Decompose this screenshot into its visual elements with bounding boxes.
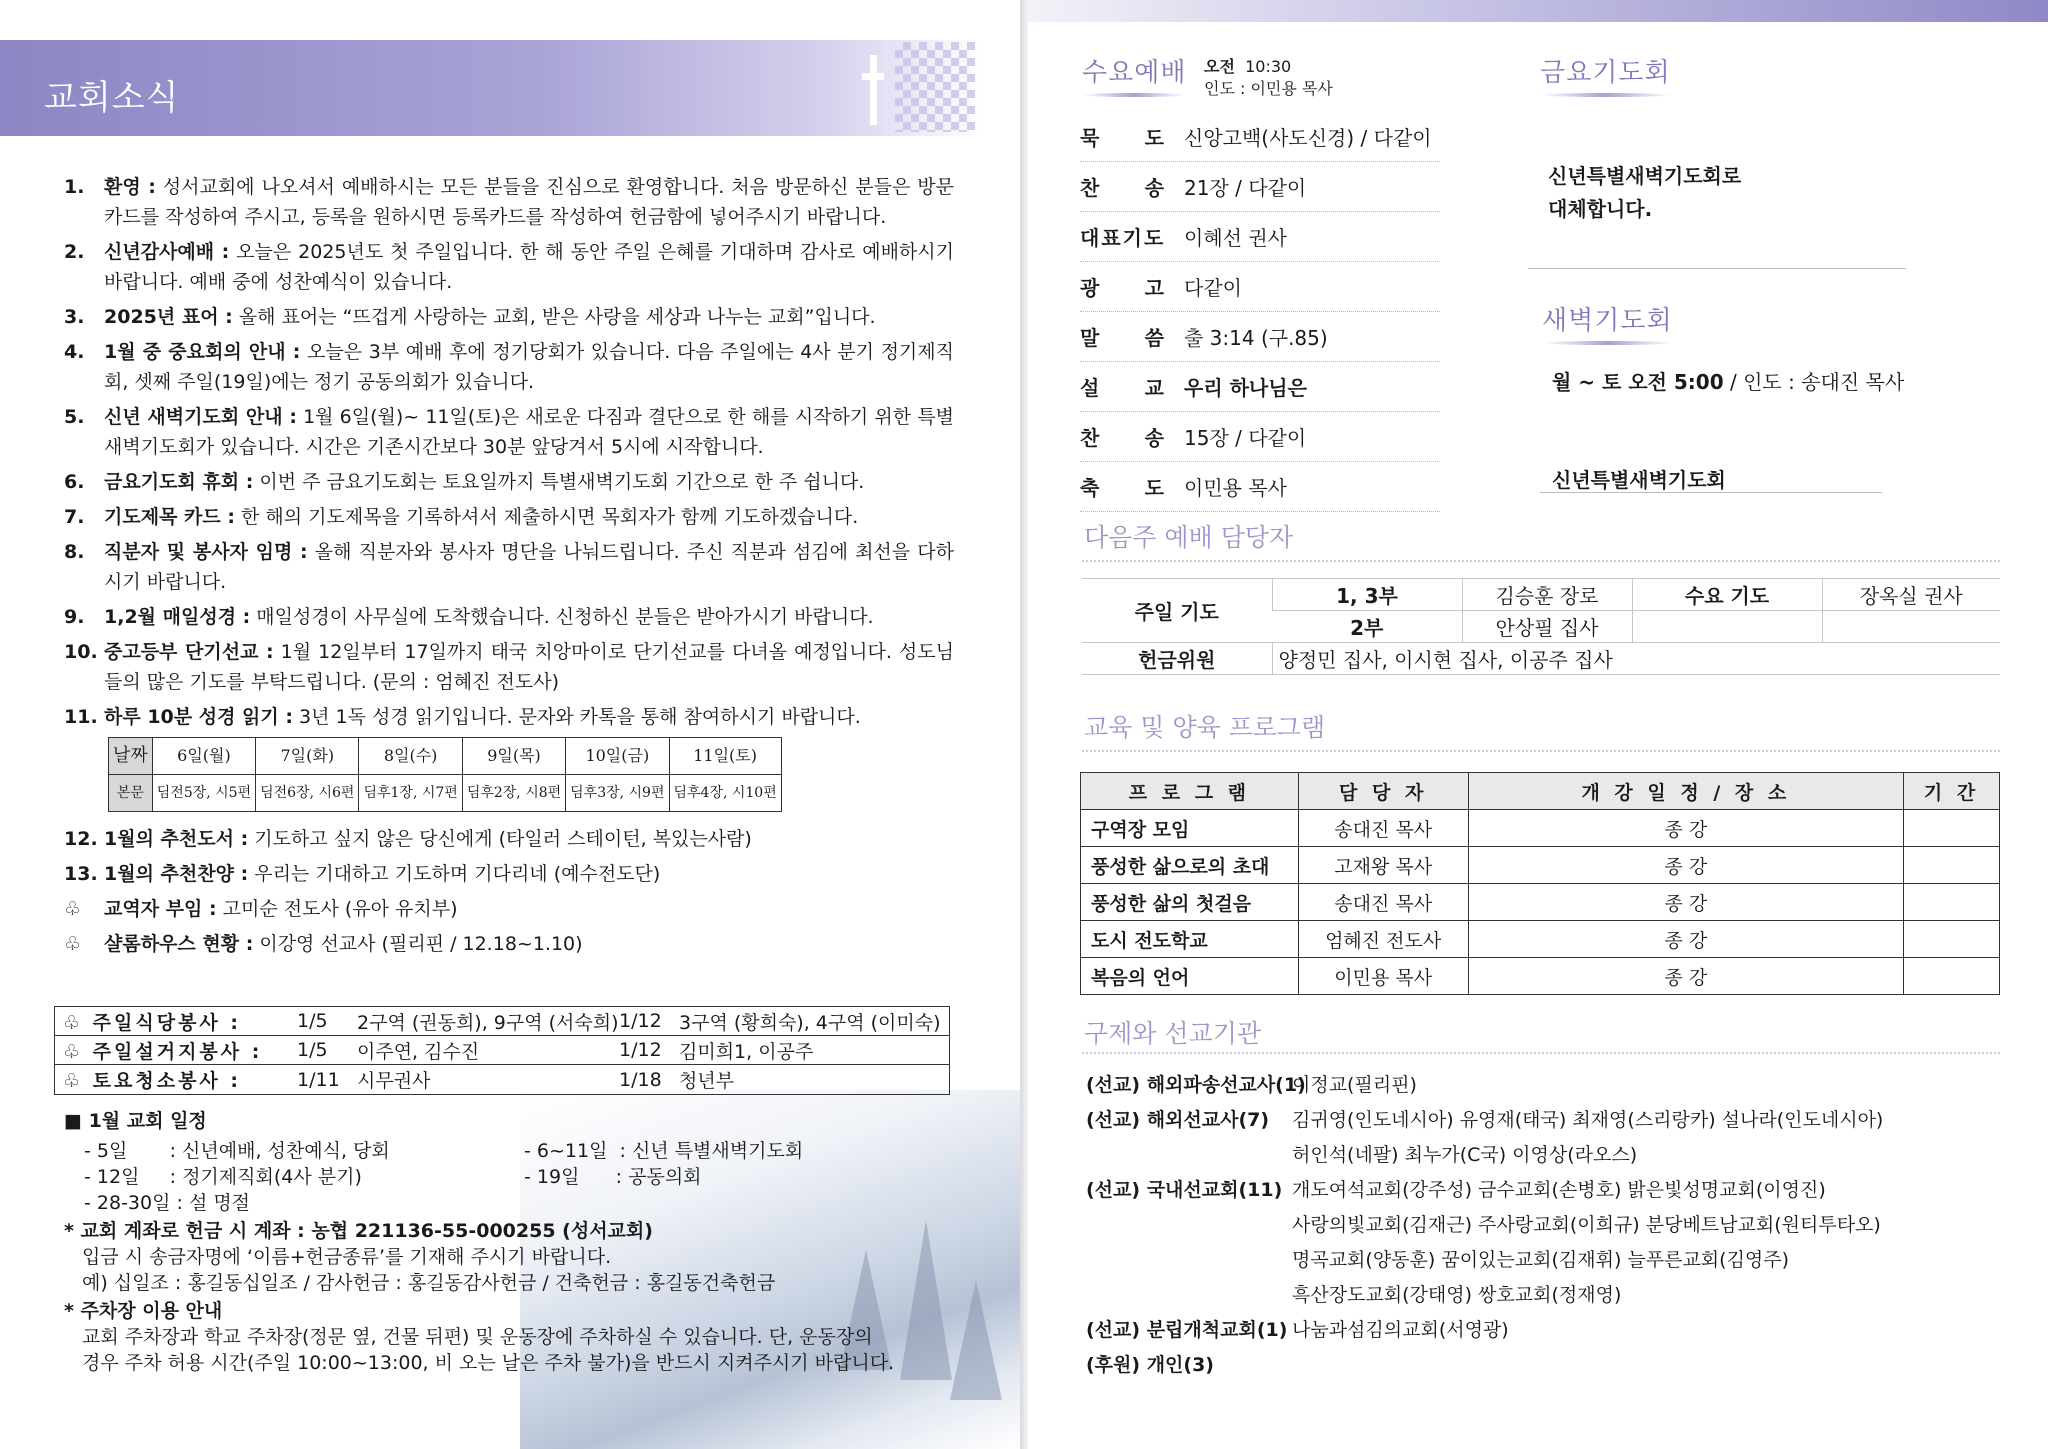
notice-number: 9. [64,606,85,628]
bible-date-cell: 9일(목) [462,738,565,775]
worship-value: 다같이 [1184,276,1242,300]
notice-body [104,929,954,959]
notice-body [104,859,954,889]
mission-value: 허인석(네팔) 최누가(C국) 이영상(라오스) [1292,1144,1638,1166]
service-2-name: 안상필 집사 [1462,611,1632,643]
worship-label [1080,172,1184,201]
mission-row [1086,1103,1996,1138]
wed-leader: 인도 : 이민용 목사 [1204,79,1333,98]
program-header: 담 당 자 [1298,773,1468,810]
bible-text-row [109,775,782,812]
notice-item [64,537,954,597]
worship-label-part: 송 [1144,176,1166,200]
program-header: 개 강 일 정 / 장 소 [1468,773,1903,810]
schedule-item: - 6~11일 : 신년 특별새벽기도회 [524,1140,804,1162]
bible-date-cell: 6일(월) [152,738,255,775]
notice-title: 기도제목 카드 : [104,506,235,528]
notice-item [64,467,954,497]
worship-label-part: 찬 [1080,426,1102,450]
program-cell: 도시 전도학교 [1081,921,1299,958]
offering-label: 헌금위원 [1082,643,1272,675]
notice-number: 10. [64,641,98,663]
notice-body [104,302,954,332]
bible-text-cell: 딤후1장, 시7편 [359,775,462,812]
notice-body [104,237,954,297]
program-table [1080,772,2000,995]
notice-body [104,637,954,697]
mission-row [1086,1138,1996,1173]
mission-value: 명곡교회(양동훈) 꿈이있는교회(김재휘) 늘푸른교회(김영주) [1292,1249,1790,1271]
tree-image [950,1280,1002,1400]
friday-line: 대체합니다. [1548,197,1653,221]
worship-row [1080,212,1440,262]
dawn-schedule [1552,366,1904,395]
mission-label [1086,1208,1292,1243]
service-13-name: 김승훈 장로 [1462,579,1632,611]
mission-row [1086,1278,1996,1313]
mission-row [1086,1348,1996,1383]
notice-number: 11. [64,706,98,728]
worship-row [1080,262,1440,312]
notice-title: 1월의 추천도서 : [104,828,249,850]
dawn-leader: / 인도 : 송대진 목사 [1723,370,1905,394]
notice-body [104,537,954,597]
worship-value: 15장 / 다같이 [1184,426,1307,450]
program-cell: 풍성한 삶의 첫걸음 [1081,884,1299,921]
schedule-title: ■ 1월 교회 일정 [64,1110,207,1132]
bible-text-cell: 딤전5장, 시5편 [152,775,255,812]
notice-item [64,894,954,924]
offering-names: 양정민 집사, 이시현 집사, 이공주 집사 [1272,643,2000,675]
schedule-section [64,1108,944,1376]
notice-body [104,467,954,497]
service-label: ♧ 주일식당봉사 : [63,1011,241,1034]
notice-item [64,502,954,532]
pixel-decoration [895,42,975,132]
service-row [55,1036,949,1065]
worship-label-part: 고 [1144,276,1166,300]
program-cell [1904,847,2000,884]
bible-text-cell: 딤후3장, 시9편 [566,775,669,812]
notice-title: 1,2월 매일성경 : [104,606,251,628]
friday-title: 금요기도회 [1540,52,1671,89]
mission-list [1086,1068,1996,1383]
service-value: 2구역 (권동희), 9구역 (서숙희) [357,1011,619,1034]
worship-label [1080,422,1184,451]
mission-row [1086,1173,1996,1208]
notice-title: 1월 중 중요회의 안내 : [104,341,301,363]
worship-value: 이민용 목사 [1184,476,1287,500]
notice-text: 오늘은 3부 예배 후에 정기당회가 있습니다. 다음 주일에는 4사 분기 정기제직회, 셋째 주일(19일)에는 정기 공동의회가 있습니다. [104,341,954,393]
account-body [64,1244,944,1296]
worship-label-part: 축 [1080,476,1102,500]
program-cell: 고재왕 목사 [1298,847,1468,884]
program-cell [1904,921,2000,958]
service-date: 1/11 [297,1068,340,1091]
mission-label [1086,1278,1292,1313]
notice-number: ♧ [64,933,82,955]
left-page [0,0,1020,1449]
notice-text: 성서교회에 나오셔서 예배하시는 모든 분들을 진심으로 환영합니다. 처음 방문하신 분들은 방문카드를 작성하여 주시고, 등록을 원하시면 등록카드를 작성하여 헌금함에 넣어주시기 바랍니다. [104,176,954,228]
account-line: 예) 십일조 : 홍길동십일조 / 감사헌금 : 홍길동감사헌금 / 건축헌금 : 홍길동건축헌금 [82,1272,776,1294]
notice-number: 5. [64,406,85,428]
notice-number: 1. [64,176,85,198]
service-date: 1/18 [619,1068,662,1091]
notice-title: 샬롬하우스 현황 : [104,933,254,955]
notice-item [64,602,954,632]
service-date: 1/12 [619,1010,662,1032]
worship-label-part: 설 [1080,376,1102,400]
worship-row [1080,112,1440,162]
empty-cell [1822,611,2000,643]
program-row [1081,810,2000,847]
worship-label [1080,472,1184,501]
notice-body [104,172,954,232]
program-row [1081,958,2000,995]
mission-label [1086,1243,1292,1278]
friday-line: 신년특별새벽기도회로 [1548,164,1742,188]
bible-date-cell: 7일(화) [256,738,359,775]
worship-label-part: 묵 [1080,126,1102,150]
bible-text-cell: 딤후4장, 시10편 [669,775,781,812]
worship-row [1080,162,1440,212]
divider [1540,492,1882,493]
parking-body [64,1324,944,1376]
wed-title: 수요예배 [1082,52,1186,89]
notice-title: 중고등부 단기선교 : [104,641,274,663]
service-label: ♧ 주일설거지봉사 : [63,1040,263,1063]
bible-text-cell: 딤후2장, 시8편 [462,775,565,812]
notice-title: 신년 새벽기도회 안내 : [104,406,297,428]
notice-number: 2. [64,241,85,263]
service-row [55,1065,949,1094]
worship-label-part: 광 [1080,276,1102,300]
notice-item [64,302,954,332]
bible-date-cell: 8일(수) [359,738,462,775]
program-cell: 종 강 [1468,847,1903,884]
program-cell: 풍성한 삶으로의 초대 [1081,847,1299,884]
notice-text: 기도하고 싶지 않은 당신에게 (타일러 스테이턴, 복있는사람) [248,828,752,850]
notice-text: 1월 12일부터 17일까지 태국 치앙마이로 단기선교를 다녀올 예정입니다. 성도님들의 많은 기도를 부탁드립니다. (문의 : 엄혜진 전도사) [104,641,954,693]
notice-text: 올해 직분자와 봉사자 명단을 나눠드립니다. 주신 직분과 섬김에 최선을 다하시기 바랍니다. [104,541,954,593]
wed-time [1204,56,1333,100]
bible-date-header: 날짜 [109,738,153,775]
notice-item [64,859,954,889]
service-label: ♧ 토요청소봉사 : [63,1070,241,1092]
notice-number: 13. [64,863,98,885]
next-week-title: 다음주 예배 담당자 [1084,523,1294,552]
worship-value: 신앙고백(사도신경) / 다같이 [1184,126,1432,150]
service-value: 청년부 [679,1070,735,1092]
notice-number: 6. [64,471,85,493]
program-cell [1904,810,2000,847]
program-cell: 종 강 [1468,810,1903,847]
top-band [1028,0,2048,22]
education-title: 교육 및 양육 프로그램 [1084,713,1326,742]
mission-label: (선교) 해외파송선교사(1) [1086,1074,1306,1096]
service-date: 1/12 [619,1039,662,1061]
mission-label: (선교) 해외선교사(7) [1086,1109,1270,1131]
mission-label: (후원) 개인(3) [1086,1354,1214,1376]
worship-value: 우리 하나님은 [1184,376,1307,400]
mission-value: 사랑의빛교회(김재근) 주사랑교회(이희규) 분당베트남교회(원티투타오) [1292,1214,1881,1236]
parking-line: 교회 주차장과 학교 주차장(정문 옆, 건물 뒤편) 및 운동장에 주차하실 수 있습니다. 단, 운동장의 [82,1326,873,1348]
program-cell: 종 강 [1468,958,1903,995]
service-row [55,1007,949,1036]
wed-prayer-label: 수요 기도 [1632,579,1822,611]
mission-value: 김귀영(인도네시아) 유영재(태국) 최재영(스리랑카) 설나라(인도네시아) [1292,1109,1884,1131]
service-value: 이주연, 김수진 [357,1040,480,1063]
worship-label-part: 씀 [1144,326,1166,350]
program-row [1081,884,2000,921]
bible-date-cell: 10일(금) [566,738,669,775]
worship-label-part: 도 [1144,476,1166,500]
worship-value: 이혜선 권사 [1184,226,1287,250]
notice-text: 1월 6일(월)~ 11일(토)은 새로운 다짐과 결단으로 한 해를 시작하기 위한 특별새벽기도회가 있습니다. 시간은 기존시간보다 30분 앞당겨서 5시에 시작합니다. [104,406,954,458]
notice-item [64,172,954,232]
notice-body [104,337,954,397]
program-header: 기 간 [1904,773,2000,810]
service-13-label: 1, 3부 [1272,579,1462,611]
account-title: * 교회 계좌로 헌금 시 계좌 : 농협 221136-55-000255 (성서교회) [64,1220,653,1242]
notice-number: ♧ [64,898,82,920]
service-volunteer-table [54,1006,950,1095]
notice-title: 교역자 부임 : [104,898,217,920]
notice-title: 2025년 표어 : [104,306,233,328]
notice-number: 12. [64,828,98,850]
worship-label [1080,222,1184,251]
worship-label-part: 찬 [1080,176,1102,200]
worship-row [1080,362,1440,412]
mission-row [1086,1313,1996,1348]
schedule-item: - 28-30일 : 설 명절 [84,1192,251,1214]
mission-label: (선교) 국내선교회(11) [1086,1179,1283,1201]
notice-body [104,894,954,924]
notice-title: 하루 10분 성경 읽기 : [104,706,293,728]
notice-item [64,237,954,297]
program-cell: 엄혜진 전도사 [1298,921,1468,958]
notice-title: 환영 : [104,176,156,198]
bible-text-cell: 딤전6장, 시6편 [256,775,359,812]
cross-icon [862,55,884,125]
friday-text [1548,160,1741,226]
parking-title: * 주차장 이용 안내 [64,1300,223,1322]
worship-label [1080,372,1184,401]
notice-number: 3. [64,306,85,328]
worship-label-part: 송 [1144,426,1166,450]
dotted-divider [1082,1052,2000,1054]
notice-text: 오늘은 2025년도 첫 주일입니다. 한 해 동안 주일 은혜를 기대하며 감사로 예배하시기 바랍니다. 예배 중에 성찬예식이 있습니다. [104,241,954,293]
notice-number: 8. [64,541,85,563]
mission-row [1086,1208,1996,1243]
program-cell: 종 강 [1468,884,1903,921]
bible-date-cell: 11일(토) [669,738,781,775]
mission-label [1086,1138,1292,1173]
schedule-item: - 12일 : 정기제직회(4사 분기) [84,1166,362,1188]
notice-text: 한 해의 기도제목을 기록하셔서 제출하시면 목회자가 함께 기도하겠습니다. [234,506,859,528]
bible-text-header: 본문 [109,775,153,812]
notice-text: 이번 주 금요기도회는 토요일까지 특별새벽기도회 기간으로 한 주 쉽니다. [253,471,865,493]
service-value: 3구역 (황희숙), 4구역 (이미숙) [679,1011,941,1034]
worship-label-part: 교 [1144,376,1166,400]
worship-value: 21장 / 다같이 [1184,176,1307,200]
notice-text: 3년 1독 성경 읽기입니다. 문자와 카톡을 통해 참여하시기 바랍니다. [292,706,861,728]
worship-label [1080,122,1184,151]
mission-value: 나눔과섬김의교회(서영광) [1292,1319,1509,1341]
worship-label [1080,322,1184,351]
notice-number: 4. [64,341,85,363]
program-header-row [1081,773,2000,810]
program-cell: 송대진 목사 [1298,884,1468,921]
notice-item [64,929,954,959]
wed-time-label: 오전 [1204,57,1235,76]
notice-number: 7. [64,506,85,528]
notice-body [104,502,954,532]
service-value: 시무권사 [357,1070,431,1092]
notice-body [104,824,954,854]
notice-title: 1월의 추천찬양 : [104,863,249,885]
schedule-item: - 5일 : 신년예배, 성찬예식, 당회 [84,1140,390,1162]
notice-body [104,602,954,632]
dawn-title: 새벽기도회 [1542,300,1673,337]
notice-title: 금요기도회 휴회 : [104,471,254,493]
schedule-item: - 19일 : 공동의회 [524,1166,702,1188]
dawn-note: 신년특별새벽기도회 [1552,468,1726,492]
notice-body [104,402,954,462]
schedule-item [524,1190,964,1216]
duty-table [1082,578,2000,675]
program-cell [1904,884,2000,921]
worship-row [1080,312,1440,362]
parking-line: 경우 주차 허용 시간(주일 10:00~13:00, 비 오는 날은 주차 불가)을 반드시 지켜주시기 바랍니다. [82,1352,895,1374]
notice-text: 이강영 선교사 (필리핀 / 12.18~1.10) [253,933,583,955]
service-2-label: 2부 [1272,611,1462,643]
mission-label: (선교) 분립개척교회(1) [1086,1319,1288,1341]
divider [1528,268,1906,269]
program-row [1081,921,2000,958]
dotted-divider [1082,750,2000,752]
service-value: 김미희1, 이공주 [679,1040,814,1063]
program-cell: 송대진 목사 [1298,810,1468,847]
notice-title: 직분자 및 봉사자 임명 : [104,541,308,563]
account-line: 입금 시 송금자명에 ‘이름+헌금종류’를 기재해 주시기 바랍니다. [82,1246,612,1268]
mission-value: 개도여석교회(강주성) 금수교회(손병호) 밝은빛성명교회(이영진) [1292,1179,1826,1201]
dawn-time: 월 ~ 토 오전 5:00 [1552,370,1724,394]
notice-body [104,702,954,732]
notice-item [64,402,954,462]
notice-text: 올해 표어는 “뜨겁게 사랑하는 교회, 받은 사랑을 세상과 나누는 교회”입니다. [232,306,876,328]
program-row [1081,847,2000,884]
mission-row [1086,1243,1996,1278]
dotted-divider [1082,560,2000,562]
mission-title: 구제와 선교기관 [1084,1019,1261,1048]
empty-cell [1632,611,1822,643]
program-cell: 이민용 목사 [1298,958,1468,995]
worship-label [1080,272,1184,301]
worship-value: 출 3:14 (구.85) [1184,326,1328,350]
bible-date-row [109,738,782,775]
mission-value [1292,1348,1996,1383]
service-date: 1/5 [297,1039,328,1061]
notice-item [64,337,954,397]
notice-text: 우리는 기대하고 기도하며 기다리네 (예수전도단) [248,863,661,885]
wed-time-value: 10:30 [1245,57,1292,76]
mission-row [1086,1068,1996,1103]
mission-value: 이정교(필리핀) [1292,1074,1417,1096]
worship-label-part: 말 [1080,326,1102,350]
worship-order [1080,112,1440,512]
bible-reading-table [108,737,782,812]
worship-row [1080,462,1440,512]
program-header: 프 로 그 램 [1081,773,1299,810]
page-gutter [1020,0,1028,1449]
mission-value: 흑산장도교회(강태영) 쌍호교회(정재영) [1292,1284,1622,1306]
notice-item [64,702,954,732]
page-title: 교회소식 [44,78,180,118]
notice-item [64,824,954,854]
worship-label-part: 도 [1144,126,1166,150]
program-cell: 복음의 언어 [1081,958,1299,995]
notice-list [64,172,954,964]
program-cell: 구역장 모임 [1081,810,1299,847]
notice-title: 신년감사예배 : [104,241,230,263]
sunday-prayer-label: 주일 기도 [1082,579,1272,643]
service-date: 1/5 [297,1010,328,1032]
wed-prayer-name: 장옥실 권사 [1822,579,2000,611]
program-cell: 종 강 [1468,921,1903,958]
schedule-grid [64,1138,944,1216]
notice-text: 고미순 전도사 (유아 유치부) [216,898,458,920]
notice-item [64,637,954,697]
worship-row [1080,412,1440,462]
notice-text: 매일성경이 사무실에 도착했습니다. 신청하신 분들은 받아가시기 바랍니다. [250,606,874,628]
program-cell [1904,958,2000,995]
worship-label-part: 대표기도 [1080,226,1166,250]
